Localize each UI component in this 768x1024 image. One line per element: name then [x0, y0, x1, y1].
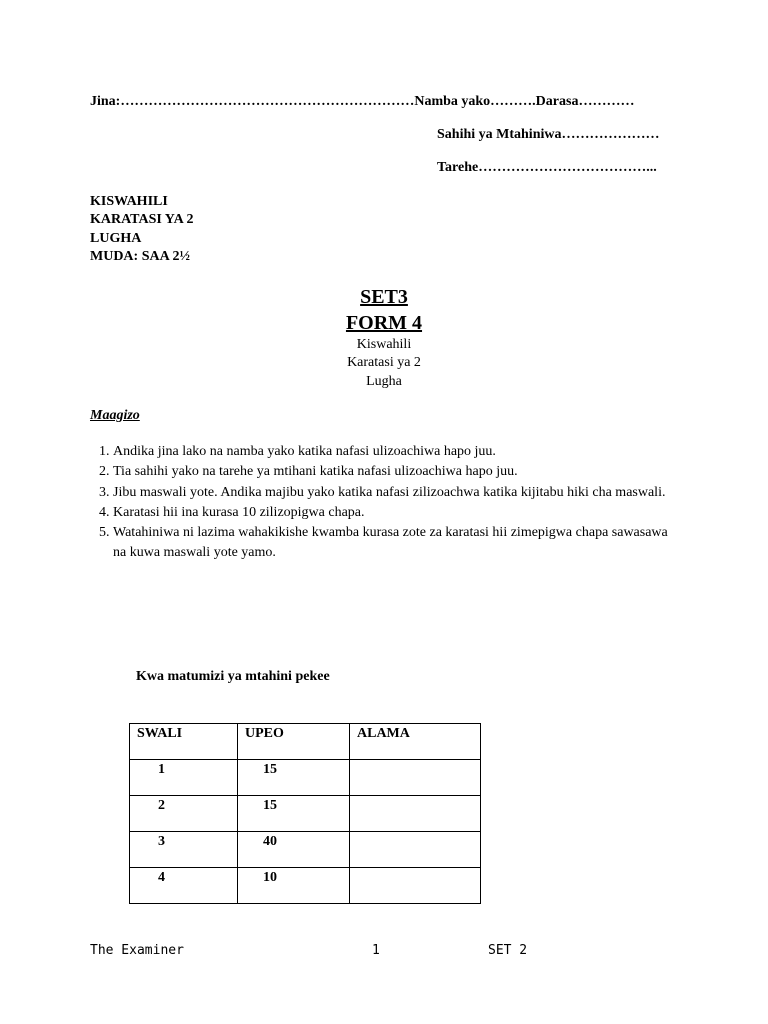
header-alama: ALAMA	[357, 726, 410, 741]
subject-block	[90, 193, 193, 266]
set-title: SET3	[360, 286, 408, 308]
section-name: LUGHA	[90, 230, 142, 246]
table-header-row	[130, 724, 481, 760]
subject-name: KISWAHILI	[90, 194, 168, 209]
alama-cell[interactable]	[350, 832, 480, 834]
swali-cell: 3	[158, 834, 165, 849]
upeo-cell: 40	[263, 834, 277, 849]
footer-page-number: 1	[372, 943, 380, 958]
swali-cell: 1	[158, 762, 165, 777]
swali-cell: 2	[158, 798, 165, 813]
upeo-cell: 10	[263, 870, 277, 885]
table-row	[130, 868, 481, 904]
exam-duration: MUDA: SAA 2½	[90, 248, 190, 264]
footer-examiner: The Examiner	[90, 943, 184, 958]
instructions-heading: Maagizo	[90, 408, 140, 423]
title-subject: Kiswahili	[356, 337, 412, 352]
candidate-signature-line: Sahihi ya Mtahiniwa…………………	[437, 127, 660, 142]
title-block	[0, 284, 768, 391]
marks-table	[129, 723, 481, 904]
upeo-cell: 15	[263, 798, 277, 813]
instruction-item: 5. Watahiniwa ni lazima wahakikishe kwamba kurasa zote za karatasi hii zimepigwa chapa sawasawa na kuwa maswali yote yamo.	[113, 523, 683, 564]
form-title: FORM 4	[345, 312, 423, 334]
examiner-table-title: Kwa matumizi ya mtahini pekee	[136, 669, 330, 684]
upeo-cell: 15	[263, 762, 277, 777]
date-line: Tarehe………………………………...	[437, 160, 657, 175]
instruction-item: 4. Karatasi hii ina kurasa 10 zilizopigwa chapa.	[113, 503, 683, 523]
name-number-class-line: Jina:………………………………………………………Namba yako……….Darasa…………	[90, 94, 635, 109]
table-row	[130, 796, 481, 832]
instruction-item: 2. Tia sahihi yako na tarehe ya mtihani katika nafasi ulizoachiwa hapo juu.	[113, 462, 683, 482]
instruction-item: 1. Andika jina lako na namba yako katika nafasi ulizoachiwa hapo juu.	[113, 442, 683, 462]
alama-cell[interactable]	[350, 868, 480, 870]
title-section: Lugha	[366, 373, 402, 389]
header-upeo: UPEO	[245, 726, 284, 741]
paper-number: KARATASI YA 2	[90, 212, 194, 228]
footer-set-label: SET 2	[488, 943, 528, 958]
instruction-item: 3. Jibu maswali yote. Andika majibu yako katika nafasi zilizoachwa katika kijitabu hiki cha maswali.	[113, 483, 683, 503]
swali-cell: 4	[158, 870, 165, 885]
table-row	[130, 832, 481, 868]
title-paper: Karatasi ya 2	[347, 355, 421, 371]
instructions-list	[90, 442, 683, 564]
alama-cell[interactable]	[350, 796, 480, 798]
table-row	[130, 760, 481, 796]
header-swali: SWALI	[137, 726, 183, 741]
alama-cell[interactable]	[350, 760, 480, 762]
